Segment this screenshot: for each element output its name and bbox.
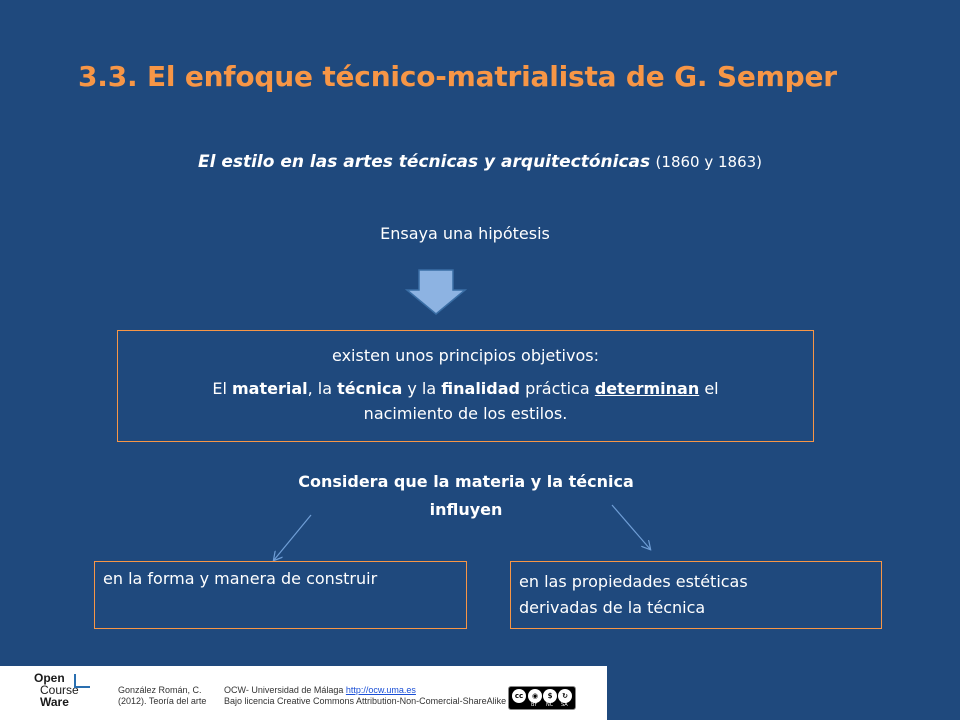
hypothesis-text: Ensaya una hipótesis	[380, 224, 550, 243]
word-tecnica: técnica	[337, 379, 403, 398]
author-credit: González Román, C. (2012). Teoría del arte	[118, 685, 207, 706]
ocw-logo: Open Course Ware	[30, 672, 102, 718]
arrow-right	[612, 505, 650, 549]
principles-end: nacimiento de los estilos.	[363, 404, 568, 423]
ocw-mark-icon	[74, 674, 90, 688]
word-material: material	[232, 379, 308, 398]
word-determinan: determinan	[594, 379, 700, 398]
slide-title: 3.3. El enfoque técnico-matrialista de G. Semper	[78, 60, 837, 93]
license-text: OCW- Universidad de Málaga http://ocw.uma.es Bajo licencia Creative Commons Attribution-Non-Comercial-ShareAlike	[224, 685, 507, 706]
cc-license-badge-icon: cc ◉ $ ↻ BY NC SA	[508, 686, 576, 710]
book-years: (1860 y 1863)	[655, 153, 763, 171]
principles-statement: El material, la técnica y la finalidad práctica determinan el	[212, 379, 719, 398]
book-title: El estilo en las artes técnicas y arquitectónicas	[197, 152, 651, 172]
footer-bar	[0, 666, 607, 720]
word-finalidad: finalidad	[441, 379, 520, 398]
arrow-left	[274, 515, 311, 560]
principles-intro: existen unos principios objetivos:	[332, 346, 599, 365]
aesthetics-box: en las propiedades estéticas derivadas de la técnica	[510, 561, 882, 629]
ocw-link[interactable]: http://ocw.uma.es	[345, 685, 416, 695]
consider-text: Considera que la materia y la técnica influyen	[298, 472, 634, 519]
construction-box: en la forma y manera de construir	[94, 561, 467, 629]
